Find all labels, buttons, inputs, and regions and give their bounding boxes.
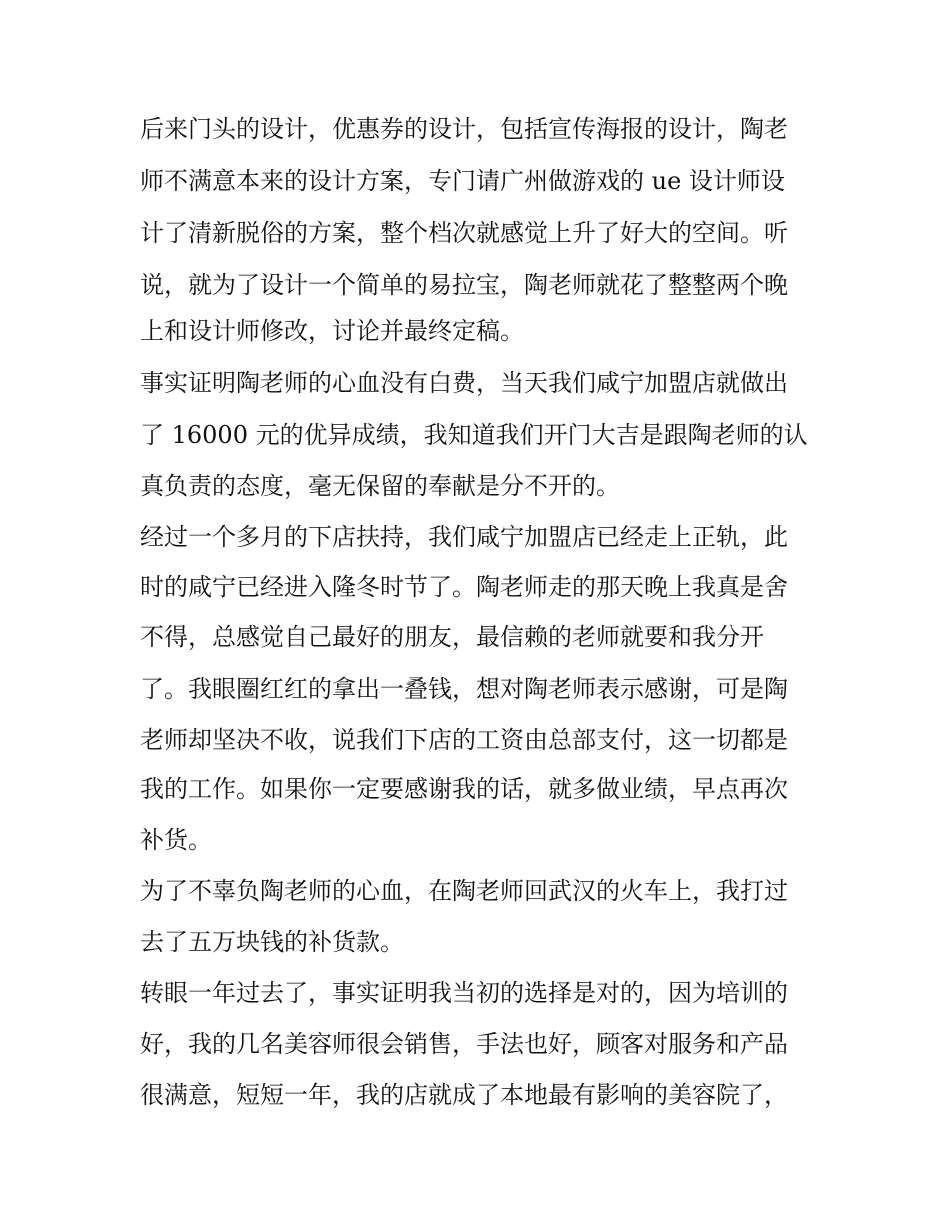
text-line: 转眼一年过去了，事实证明我当初的选择是对的，因为培训的 — [140, 979, 788, 1007]
text-line: 为了不辜负陶老师的心血，在陶老师回武汉的火车上，我打过 — [140, 877, 788, 905]
text-line: 了 16000 元的优异成绩，我知道我们开门大吉是跟陶老师的认 — [140, 421, 808, 449]
text-line: 去了五万块钱的补货款。 — [140, 928, 404, 956]
text-line: 上和设计师修改，讨论并最终定稿。 — [140, 317, 524, 345]
text-line: 经过一个多月的下店扶持，我们咸宁加盟店已经走上正轨，此 — [140, 523, 788, 551]
text-line: 老师却坚决不收，说我们下店的工资由总部支付，这一切都是 — [140, 726, 788, 754]
text-line: 补货。 — [140, 826, 212, 854]
text-line: 好，我的几名美容师很会销售，手法也好，顾客对服务和产品 — [140, 1030, 788, 1058]
text-line: 事实证明陶老师的心血没有白费，当天我们咸宁加盟店就做出 — [140, 369, 788, 397]
text-line: 计了清新脱俗的方案，整个档次就感觉上升了好大的空间。听 — [140, 219, 788, 247]
text-line: 了。我眼圈红红的拿出一叠钱，想对陶老师表示感谢，可是陶 — [140, 675, 788, 703]
text-line: 不得，总感觉自己最好的朋友，最信赖的老师就要和我分开 — [140, 623, 764, 651]
text-line: 后来门头的设计，优惠券的设计，包括宣传海报的设计，陶老 — [140, 115, 788, 143]
text-line: 师不满意本来的设计方案，专门请广州做游戏的 ue 设计师设 — [140, 167, 785, 195]
text-line: 说，就为了设计一个简单的易拉宝，陶老师就花了整整两个晚 — [140, 271, 788, 299]
text-line: 很满意，短短一年，我的店就成了本地最有影响的美容院了， — [140, 1081, 788, 1109]
text-line: 我的工作。如果你一定要感谢我的话，就多做业绩，早点再次 — [140, 775, 788, 803]
text-line: 真负责的态度，毫无保留的奉献是分不开的。 — [140, 472, 620, 500]
text-line: 时的咸宁已经进入隆冬时节了。陶老师走的那天晚上我真是舍 — [140, 573, 788, 601]
